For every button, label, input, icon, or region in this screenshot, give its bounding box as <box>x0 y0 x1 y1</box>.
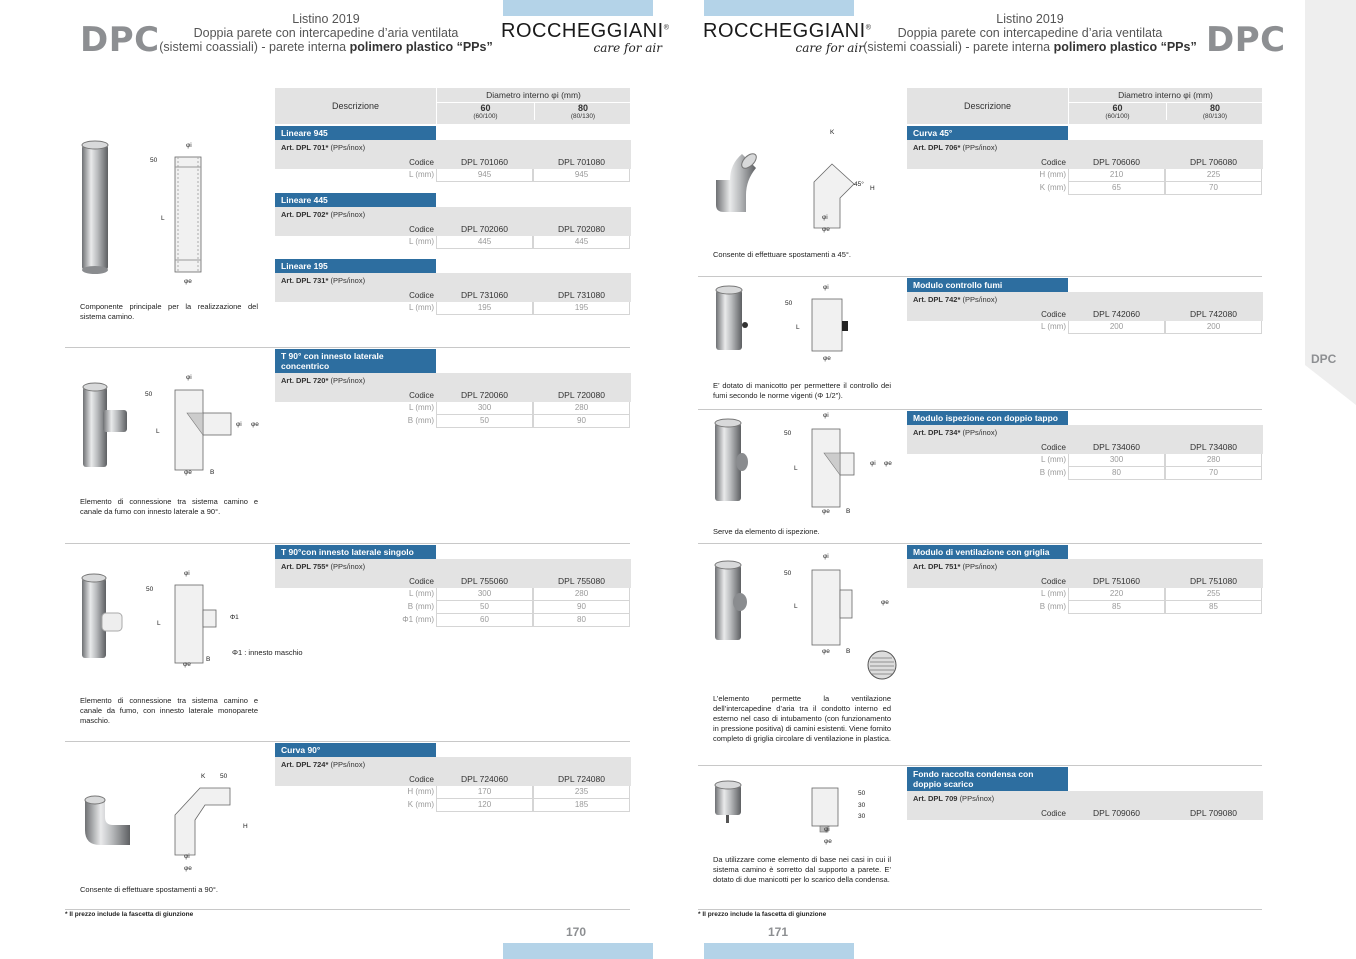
code-80: DPL 742080 <box>1190 309 1237 319</box>
divider <box>65 543 630 544</box>
art-number: Art. DPL 742* <box>913 295 961 304</box>
product-art <box>275 373 631 402</box>
code-60: DPL 706060 <box>1093 157 1140 167</box>
dim-phi-e: φe <box>822 508 830 515</box>
art-material: (PPs/inox) <box>330 760 366 769</box>
code-60: DPL 720060 <box>461 390 508 400</box>
condensate-base-drawing <box>812 788 838 826</box>
logo-tagline: care for air <box>795 41 864 55</box>
product-description: E’ dotato di manicotto per permettere il controllo dei fumi secondo le norme vigenti (Φ 1/2”). <box>713 381 891 400</box>
smoke-module-drawing <box>812 299 842 351</box>
product-art <box>275 140 631 169</box>
dim-50: 50 <box>150 157 158 164</box>
dim-phi-i-branch: φi <box>236 421 242 428</box>
product-modulo-ispezione <box>907 411 1263 480</box>
spec-value-60: 445 <box>436 236 533 249</box>
spec-label: K (mm) <box>1039 183 1066 192</box>
t90-singolo-figure <box>75 570 255 675</box>
header-line-3 <box>156 40 496 54</box>
footnote: * Il prezzo include la fascetta di giunzione <box>698 911 827 918</box>
spec-row <box>275 614 631 627</box>
spec-label: B (mm) <box>1039 468 1066 477</box>
spec-row <box>275 402 631 415</box>
spec-row <box>275 588 631 601</box>
art-number: Art. DPL 734* <box>913 428 961 437</box>
column-80-sub: (80/130) <box>570 113 596 120</box>
art-material: (PPs/inox) <box>330 562 366 571</box>
product-art <box>275 273 631 302</box>
elbow-90-drawing <box>175 788 230 855</box>
dim-k: K <box>830 129 835 136</box>
spec-value-80: 70 <box>1165 182 1262 195</box>
spec-row <box>907 182 1263 195</box>
code-80: DPL 755080 <box>558 576 605 586</box>
art-material: (PPs/inox) <box>962 143 998 152</box>
dim-50: 50 <box>146 586 154 593</box>
smoke-module-3d-icon <box>716 290 742 350</box>
dim-k: K <box>201 773 206 780</box>
dim-phi-e: φe <box>823 355 831 362</box>
header-line-2: Doppia parete con intercapedine d’aria ventilata <box>193 26 459 40</box>
art-material: (PPs/inox) <box>330 376 366 385</box>
dim-30-a: 30 <box>858 802 866 809</box>
header-line-2: Doppia parete con intercapedine d’aria ventilata <box>897 26 1163 40</box>
product-title: Modulo di ventilazione con griglia <box>907 545 1068 559</box>
art-material: (PPs/inox) <box>962 295 998 304</box>
art-number: Art. DPL 709 <box>913 794 958 803</box>
spec-value-60: 50 <box>436 415 533 428</box>
controllo-fumi-figure <box>708 285 868 365</box>
spec-label: H (mm) <box>407 787 434 796</box>
code-80: DPL 709080 <box>1190 808 1237 818</box>
logo-wordmark: ROCCHEGGIANI <box>501 20 664 42</box>
dim-phi-e: φe <box>824 838 832 845</box>
fondo-condensa-figure <box>708 780 878 850</box>
curva-45-figure <box>708 140 878 240</box>
spec-value-60: 65 <box>1068 182 1165 195</box>
product-description: Consente di effettuare spostamenti a 90°. <box>80 885 218 894</box>
ventilazione-figure <box>708 560 908 685</box>
art-number: Art. DPL 731* <box>281 276 329 285</box>
dim-l: L <box>157 620 161 627</box>
product-title: Curva 90° <box>275 743 436 757</box>
dim-b: B <box>210 469 215 476</box>
code-80: DPL 734080 <box>1190 442 1237 452</box>
art-number: Art. DPL 755* <box>281 562 329 571</box>
code-label: Codice <box>1041 443 1066 452</box>
code-label: Codice <box>409 291 434 300</box>
code-80: DPL 731080 <box>558 290 605 300</box>
spec-value-80: 90 <box>533 415 630 428</box>
product-t90-singolo <box>275 545 631 627</box>
art-number: Art. DPL 720* <box>281 376 329 385</box>
pipe-drawing <box>175 157 201 272</box>
code-80: DPL 701080 <box>558 157 605 167</box>
bottom-blue-bar <box>503 943 653 959</box>
brand-logo <box>703 20 872 55</box>
spec-value-80: 945 <box>533 169 630 182</box>
spec-value-60: 300 <box>436 402 533 415</box>
divider <box>698 409 1262 410</box>
spec-row <box>275 302 631 315</box>
art-number: Art. DPL 724* <box>281 760 329 769</box>
spec-value-80: 280 <box>1165 454 1262 467</box>
dim-b: B <box>206 656 211 663</box>
spec-label: L (mm) <box>408 237 434 246</box>
spec-value-60: 210 <box>1068 169 1165 182</box>
spec-value-60: 50 <box>436 601 533 614</box>
table-header-diameter <box>1068 88 1262 124</box>
code-60: DPL 742060 <box>1093 309 1140 319</box>
spec-value-60: 300 <box>1068 454 1165 467</box>
product-description: Serve da elemento di ispezione. <box>713 527 820 536</box>
spec-value-60: 945 <box>436 169 533 182</box>
dim-l: L <box>796 324 800 331</box>
spec-value-80: 280 <box>533 588 630 601</box>
product-art <box>907 292 1263 321</box>
dim-phi-i: φi <box>184 853 190 860</box>
divider <box>65 741 630 742</box>
column-60-sub: (60/100) <box>473 113 498 120</box>
spec-value-80: 445 <box>533 236 630 249</box>
dim-45: 45° <box>854 181 864 188</box>
code-60: DPL 734060 <box>1093 442 1140 452</box>
page-number: 171 <box>768 925 789 939</box>
code-label: Codice <box>409 225 434 234</box>
spec-value-60: 85 <box>1068 601 1165 614</box>
divider <box>65 909 630 910</box>
spec-label: L (mm) <box>1040 455 1066 464</box>
column-80-sub: (80/130) <box>1202 113 1228 120</box>
spec-value-60: 220 <box>1068 588 1165 601</box>
divider <box>65 347 630 348</box>
product-description: L’elemento permette la ventilazione dell’intercapedine d’aria tra il condotto interno ed esterno nel caso di intubamento (con funzionamento in pressione positiva) di camini esistenti. Viene fornito completo di griglia circolare di ventilazione in plastica. <box>713 694 892 743</box>
code-60: DPL 724060 <box>461 774 508 784</box>
spec-row <box>275 786 631 799</box>
spec-value-60: 200 <box>1068 321 1165 334</box>
table-header <box>275 88 630 124</box>
page-right <box>678 0 1356 959</box>
spec-row <box>907 467 1263 480</box>
section-code: DPC <box>80 20 160 60</box>
dim-h: H <box>870 185 875 192</box>
vent-grille-icon <box>868 651 896 679</box>
code-60: DPL 751060 <box>1093 576 1140 586</box>
footnote: * Il prezzo include la fascetta di giunzione <box>65 911 194 918</box>
art-material: (PPs/inox) <box>330 210 366 219</box>
column-60-sub: (60/100) <box>1105 113 1130 120</box>
tee-single-drawing <box>175 585 203 663</box>
code-80: DPL 720080 <box>558 390 605 400</box>
code-80: DPL 751080 <box>1190 576 1237 586</box>
spec-label: B (mm) <box>407 602 434 611</box>
side-tab-label: DPC <box>1311 352 1337 366</box>
brand-logo <box>501 20 670 55</box>
dim-l: L <box>161 215 165 222</box>
logo-word <box>501 20 670 43</box>
spec-value-60: 80 <box>1068 467 1165 480</box>
header-line-3-prefix: (sistemi coassiali) - parete interna <box>159 40 350 54</box>
spec-label: L (mm) <box>408 403 434 412</box>
spec-value-80: 195 <box>533 302 630 315</box>
divider <box>698 543 1262 544</box>
logo-registered-mark: ® <box>663 24 670 32</box>
product-lineare-945 <box>275 126 631 182</box>
table-header <box>907 88 1262 124</box>
art-number: Art. DPL 702* <box>281 210 329 219</box>
dim-phi-i: φi <box>184 570 190 577</box>
code-label: Codice <box>1041 158 1066 167</box>
product-curva-45 <box>907 126 1263 195</box>
header-line-3-prefix: (sistemi coassiali) - parete interna <box>863 40 1054 54</box>
dim-h: H <box>243 823 248 830</box>
spec-value-80: 235 <box>533 786 630 799</box>
table-header-description: Descrizione <box>963 101 1012 111</box>
elbow-90-3d-icon <box>85 800 130 845</box>
spec-label: B (mm) <box>407 416 434 425</box>
spec-value-80: 85 <box>1165 601 1262 614</box>
divider <box>698 276 1262 277</box>
dim-50: 50 <box>858 790 866 797</box>
dim-phi-e: φe <box>184 865 192 872</box>
dim-phi-i: φi <box>823 412 829 419</box>
column-80 <box>534 103 631 120</box>
product-fondo-raccolta-condensa <box>907 767 1263 820</box>
product-title: T 90° con innesto laterale concentrico <box>275 349 436 373</box>
spec-value-60: 170 <box>436 786 533 799</box>
spec-row <box>907 588 1263 601</box>
dim-50: 50 <box>785 300 793 307</box>
product-title: Modulo ispezione con doppio tappo <box>907 411 1068 425</box>
ispezione-figure <box>708 415 908 515</box>
dim-phi-i: φi <box>823 553 829 560</box>
product-title: Lineare 945 <box>275 126 436 140</box>
logo-registered-mark: ® <box>865 24 872 32</box>
dim-50: 50 <box>784 430 792 437</box>
dim-phi-i: φi <box>186 142 192 149</box>
dim-phi-i: φi <box>186 374 192 381</box>
product-art <box>907 791 1263 820</box>
spec-row <box>275 601 631 614</box>
product-lineare-195 <box>275 259 631 315</box>
code-80: DPL 702080 <box>558 224 605 234</box>
spec-label: Φ1 (mm) <box>402 615 434 624</box>
spec-value-80: 200 <box>1165 321 1262 334</box>
divider <box>698 765 1262 766</box>
dim-30-b: 30 <box>858 813 866 820</box>
spec-label: L (mm) <box>1040 322 1066 331</box>
t90-concentrico-figure <box>75 375 275 480</box>
spec-label: L (mm) <box>408 170 434 179</box>
column-60-label: 60 <box>480 103 491 113</box>
spec-value-80: 255 <box>1165 588 1262 601</box>
table-header-diameter <box>436 88 630 124</box>
product-modulo-controllo-fumi <box>907 278 1263 334</box>
top-blue-bar <box>503 0 653 16</box>
dim-b: B <box>846 648 851 655</box>
dim-phi-i: φi <box>823 284 829 291</box>
header-line-3 <box>860 40 1200 54</box>
spec-label: L (mm) <box>408 303 434 312</box>
code-label: Codice <box>1041 310 1066 319</box>
code-label: Codice <box>409 158 434 167</box>
product-description: Elemento di connessione tra sistema camino e canale da fumo, con innesto laterale monoparete maschio. <box>80 696 258 725</box>
product-art <box>275 207 631 236</box>
spec-value-60: 195 <box>436 302 533 315</box>
column-60-label: 60 <box>1112 103 1123 113</box>
dim-phi-i-branch: φi <box>870 460 876 467</box>
spec-row <box>275 799 631 812</box>
code-label: Codice <box>1041 577 1066 586</box>
column-60 <box>437 103 534 120</box>
header-line-3-bold: polimero plastico “PPs” <box>349 40 493 54</box>
code-80: DPL 706080 <box>1190 157 1237 167</box>
divider <box>698 909 1262 910</box>
column-80 <box>1166 103 1263 120</box>
dim-b: B <box>846 508 851 515</box>
product-art <box>907 425 1263 454</box>
column-60 <box>1069 103 1166 120</box>
code-label: Codice <box>409 391 434 400</box>
spec-value-60: 60 <box>436 614 533 627</box>
art-material: (PPs/inox) <box>962 562 998 571</box>
spec-row <box>907 454 1263 467</box>
dim-phi-e: φe <box>822 226 830 233</box>
spec-row <box>275 415 631 428</box>
dim-phi-1: Φ1 <box>230 614 239 621</box>
dim-phi-e-branch: φe <box>884 460 892 467</box>
spec-value-80: 185 <box>533 799 630 812</box>
column-80-label: 80 <box>1209 103 1220 113</box>
page-header-text <box>156 12 496 54</box>
code-label: Codice <box>409 577 434 586</box>
dim-phi-e-branch: φe <box>881 599 889 606</box>
spec-label: L (mm) <box>1040 589 1066 598</box>
product-description: Consente di effettuare spostamenti a 45°. <box>713 250 851 259</box>
bottom-blue-bar <box>704 943 854 959</box>
pipe-3d-icon <box>82 145 108 270</box>
product-title: Lineare 445 <box>275 193 436 207</box>
header-line-1: Listino 2019 <box>996 12 1064 26</box>
product-curva-90 <box>275 743 631 812</box>
spec-label: H (mm) <box>1039 170 1066 179</box>
art-number: Art. DPL 706* <box>913 143 961 152</box>
art-material: (PPs/inox) <box>962 428 998 437</box>
diameter-title: Diametro interno φi (mm) <box>1069 90 1262 103</box>
dim-50: 50 <box>784 570 792 577</box>
dim-50: 50 <box>145 391 153 398</box>
spec-row <box>907 169 1263 182</box>
dim-phi-e: φe <box>184 469 192 476</box>
code-60: DPL 702060 <box>461 224 508 234</box>
spec-value-80: 225 <box>1165 169 1262 182</box>
product-t90-concentrico <box>275 349 631 428</box>
dim-phi-e: φe <box>183 661 191 668</box>
spec-value-80: 280 <box>533 402 630 415</box>
product-description: Da utilizzare come elemento di base nei casi in cui il sistema camino è sorretto dal supporto a parete. E’ dotato di due manicotti per lo scarico della condensa. <box>713 855 891 884</box>
dim-l: L <box>156 428 160 435</box>
section-code: DPC <box>1206 20 1286 60</box>
logo-word <box>703 20 872 43</box>
spec-label: K (mm) <box>407 800 434 809</box>
ventilation-module-drawing <box>812 570 840 645</box>
dim-phi-e: φe <box>822 648 830 655</box>
spec-row <box>907 601 1263 614</box>
art-material: (PPs/inox) <box>330 276 366 285</box>
spec-label: B (mm) <box>1039 602 1066 611</box>
logo-tagline: care for air <box>593 41 662 55</box>
dim-phi-e: φe <box>184 278 192 285</box>
page-number: 170 <box>566 925 587 939</box>
phi1-note: Φ1 : innesto maschio <box>232 648 303 657</box>
elbow-45-drawing <box>814 164 854 228</box>
code-60: DPL 709060 <box>1093 808 1140 818</box>
spec-value-60: 120 <box>436 799 533 812</box>
table-header-description: Descrizione <box>331 101 380 111</box>
dim-phi-i: φi <box>824 826 830 833</box>
art-number: Art. DPL 701* <box>281 143 329 152</box>
header-line-3-bold: polimero plastico “PPs” <box>1053 40 1197 54</box>
code-label: Codice <box>1041 809 1066 818</box>
product-art <box>275 559 631 588</box>
spec-value-80: 80 <box>533 614 630 627</box>
spec-label: L (mm) <box>408 589 434 598</box>
art-material: (PPs/inox) <box>959 794 995 803</box>
dim-l: L <box>794 465 798 472</box>
curva-90-figure <box>75 770 265 880</box>
spec-row <box>275 236 631 249</box>
code-60: DPL 731060 <box>461 290 508 300</box>
art-material: (PPs/inox) <box>330 143 366 152</box>
product-art <box>907 140 1263 169</box>
diameter-title: Diametro interno φi (mm) <box>437 90 630 103</box>
product-art <box>275 757 631 786</box>
product-title: T 90°con innesto laterale singolo <box>275 545 436 559</box>
code-60: DPL 755060 <box>461 576 508 586</box>
dim-phi-i: φi <box>822 214 828 221</box>
product-modulo-ventilazione <box>907 545 1263 614</box>
lineare-figure <box>75 135 215 290</box>
dim-phi-e-branch: φe <box>251 421 259 428</box>
product-art <box>907 559 1263 588</box>
column-80-label: 80 <box>577 103 588 113</box>
spec-row <box>907 321 1263 334</box>
product-title: Fondo raccolta condensa con doppio scarico <box>907 767 1068 791</box>
product-title: Modulo controllo fumi <box>907 278 1068 292</box>
spec-value-60: 300 <box>436 588 533 601</box>
spec-row <box>275 169 631 182</box>
tee-drawing <box>175 390 203 470</box>
code-80: DPL 724080 <box>558 774 605 784</box>
product-lineare-445 <box>275 193 631 249</box>
header-line-1: Listino 2019 <box>292 12 360 26</box>
spec-value-80: 70 <box>1165 467 1262 480</box>
product-title: Lineare 195 <box>275 259 436 273</box>
logo-wordmark: ROCCHEGGIANI <box>703 20 866 42</box>
page-header-text <box>860 12 1200 54</box>
dim-l: L <box>794 603 798 610</box>
product-description: Componente principale per la realizzazione del sistema camino. <box>80 302 258 321</box>
product-title: Curva 45° <box>907 126 1068 140</box>
dim-50: 50 <box>220 773 228 780</box>
art-number: Art. DPL 751* <box>913 562 961 571</box>
top-blue-bar <box>704 0 854 16</box>
code-60: DPL 701060 <box>461 157 508 167</box>
code-label: Codice <box>409 775 434 784</box>
spec-value-80: 90 <box>533 601 630 614</box>
product-description: Elemento di connessione tra sistema camino e canale da fumo con innesto laterale a 90°. <box>80 497 258 516</box>
